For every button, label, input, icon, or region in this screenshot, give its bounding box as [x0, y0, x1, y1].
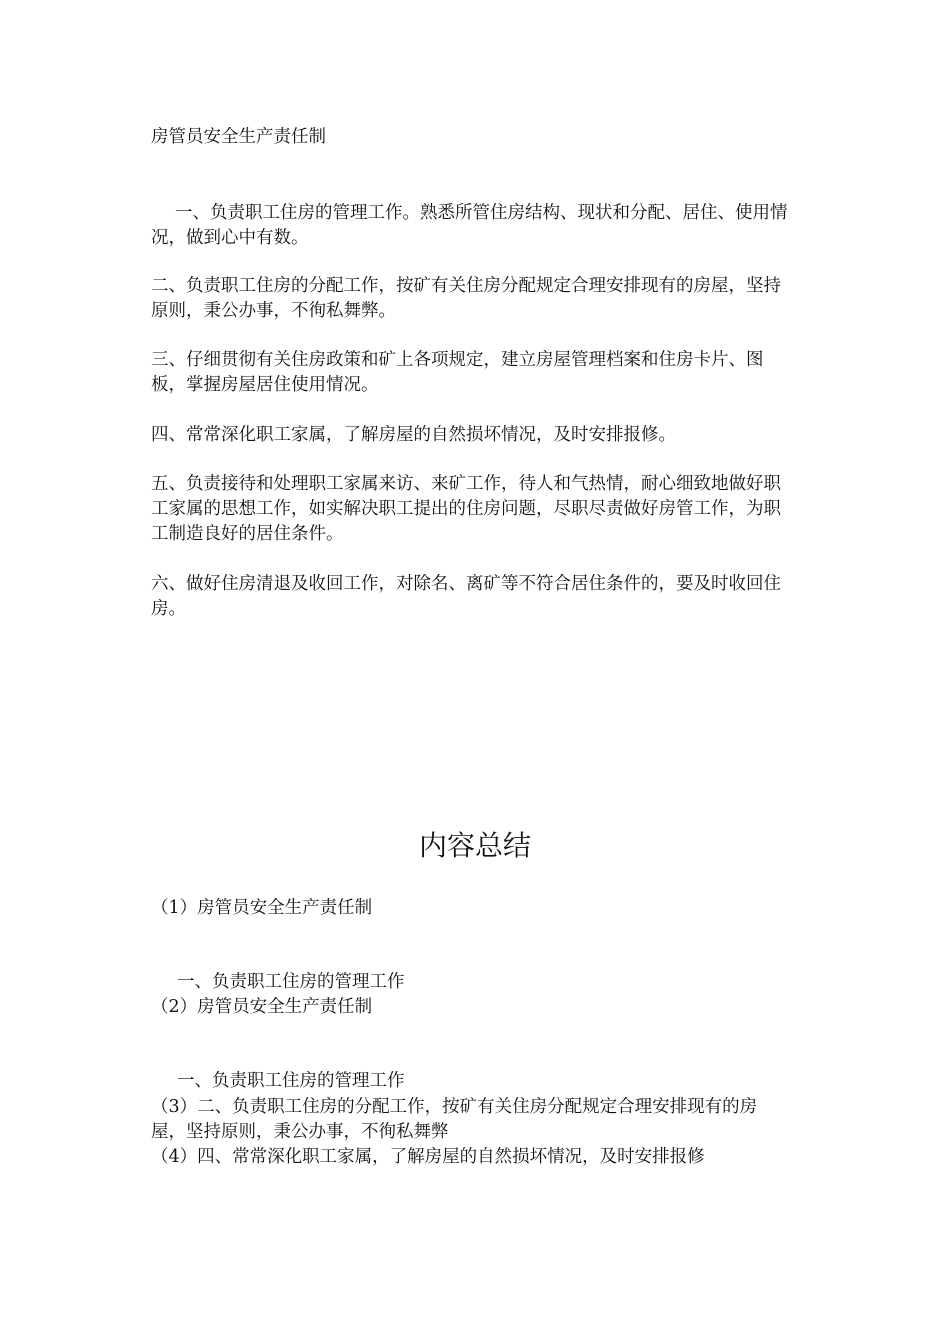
summary-item-3: （3）二、负责职工住房的分配工作，按矿有关住房分配规定合理安排现有的房屋，坚持原则，秉公办事，不徇私舞弊 — [151, 1097, 758, 1142]
summary-item-2: （2）房管员安全生产责任制 — [151, 997, 373, 1017]
summary-item-2-detail: 一、负责职工住房的管理工作 — [177, 1071, 405, 1091]
summary-heading: 内容总结 — [418, 829, 531, 862]
summary-item-4: （4）四、常常深化职工家属，了解房屋的自然损坏情况，及时安排报修 — [151, 1147, 705, 1167]
paragraph-4: 四、常常深化职工家属，了解房屋的自然损坏情况，及时安排报修。 — [151, 425, 676, 445]
paragraph-6: 六、做好住房清退及收回工作，对除名、离矿等不符合居住条件的，要及时收回住房。 — [151, 574, 781, 619]
summary-item-1: （1）房管员安全生产责任制 — [151, 898, 373, 918]
paragraph-2: 二、负责职工住房的分配工作，按矿有关住房分配规定合理安排现有的房屋，坚持原则，秉公办事，不徇私舞弊。 — [151, 276, 781, 321]
paragraph-1: 一、负责职工住房的管理工作。熟悉所管住房结构、现状和分配、居住、使用情况，做到心中有数。 — [151, 203, 788, 248]
document-title: 房管员安全生产责任制 — [151, 127, 326, 147]
paragraph-3: 三、仔细贯彻有关住房政策和矿上各项规定，建立房屋管理档案和住房卡片、图板，掌握房屋居住使用情况。 — [151, 350, 764, 395]
summary-item-1-detail: 一、负责职工住房的管理工作 — [177, 972, 405, 992]
paragraph-5: 五、负责接待和处理职工家属来访、来矿工作，待人和气热情，耐心细致地做好职工家属的思想工作，如实解决职工提出的住房问题，尽职尽责做好房管工作，为职工制造良好的居住条件。 — [151, 474, 781, 544]
